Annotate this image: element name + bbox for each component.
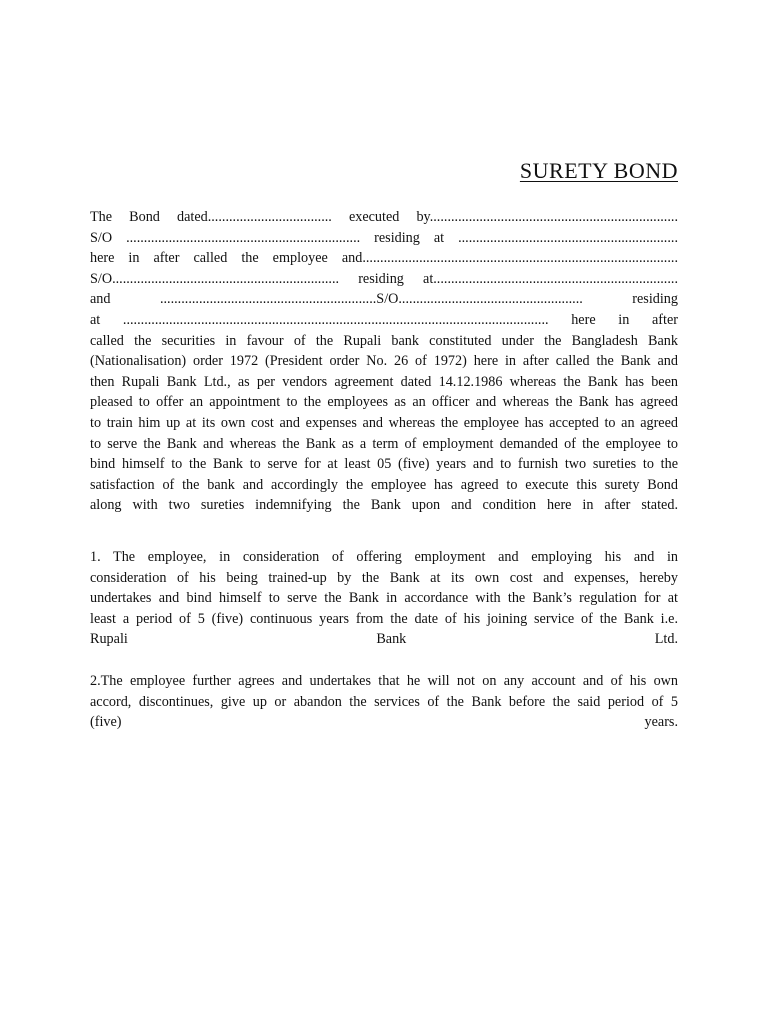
clause-1-paragraph: [90, 547, 678, 650]
clause-line: accord, discontinues, give up or abandon the services of the Bank before the said period of 5: [90, 693, 678, 710]
intro-line: (Nationalisation) order 1972 (President order No. 26 of 1972) here in after called the Bank and: [90, 353, 678, 370]
clause-line: (five) years.: [90, 714, 678, 731]
intro-line: at ........................................................................................................................ here in after: [90, 311, 678, 328]
intro-paragraph: [90, 207, 678, 516]
intro-line: along with two sureties indemnifying the Bank upon and condition here in after stated.: [90, 497, 678, 514]
intro-line: to train him up at its own cost and expenses and whereas the employee has accepted to an agreed: [90, 414, 678, 431]
intro-line: The Bond dated................................... executed by......................................................................: [90, 209, 678, 225]
intro-line: satisfaction of the bank and accordingly the employee has agreed to execute this surety Bond: [90, 476, 678, 493]
clause-line: least a period of 5 (five) continuous years from the date of his joining service of the Bank i.e.: [90, 610, 678, 627]
intro-line: bind himself to the Bank to serve for at least 05 (five) years and to furnish two sureties to the: [90, 456, 678, 473]
intro-line: pleased to offer an appointment to the employees as an officer and whereas the Bank has agreed: [90, 394, 678, 411]
clause-line: 2.The employee further agrees and undertakes that he will not on any account and of his own: [90, 673, 678, 689]
intro-line: to serve the Bank and whereas the Bank as a term of employment demanded of the employee to: [90, 435, 678, 452]
clause-line: undertakes and bind himself to serve the Bank in accordance with the Bank’s regulation for at: [90, 590, 678, 607]
document-title: SURETY BOND: [519, 158, 678, 183]
clause-2-paragraph: [90, 671, 678, 733]
intro-line: then Rupali Bank Ltd., as per vendors agreement dated 14.12.1986 whereas the Bank has been: [90, 373, 678, 390]
clause-line: consideration of his being trained-up by the Bank at its own cost and expenses, hereby: [90, 569, 678, 586]
clause-line: Rupali Bank Ltd.: [90, 631, 678, 648]
intro-line: S/O .................................................................. residing at ..............................................................: [90, 229, 678, 246]
intro-line: here in after called the employee and.........................................................................................: [90, 250, 678, 267]
intro-line: S/O................................................................ residing at.....................................................................: [90, 270, 678, 287]
clause-line: 1. The employee, in consideration of offering employment and employing his and in: [90, 549, 678, 565]
intro-line: called the securities in favour of the Rupali bank constituted under the Bangladesh Bank: [90, 332, 678, 349]
intro-line: and .............................................................S/O.................................................... residing: [90, 291, 678, 308]
